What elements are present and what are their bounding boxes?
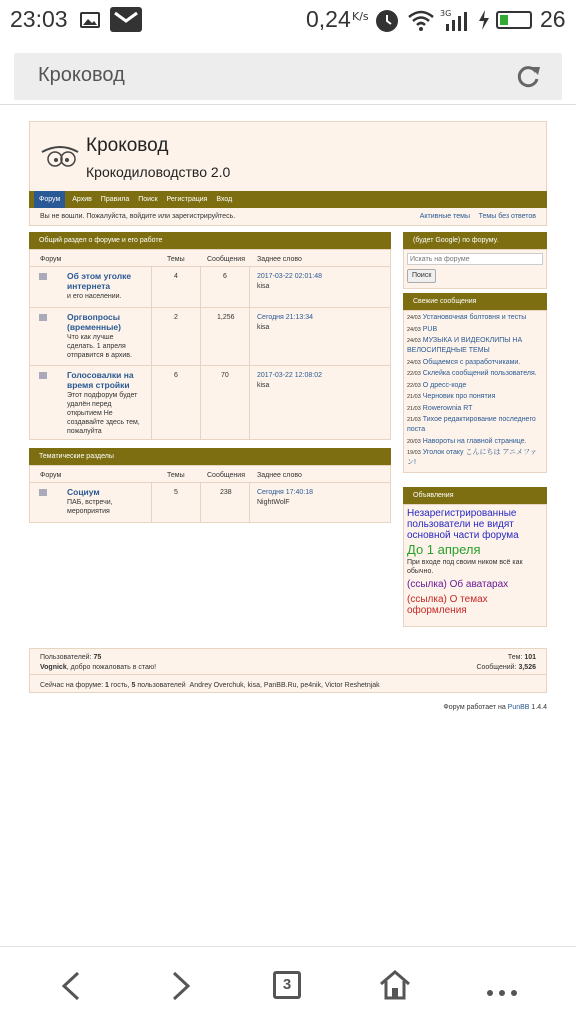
announce-deadline: До 1 апреля (407, 542, 481, 557)
site-subtitle: Крокодиловодство 2.0 (86, 164, 231, 180)
recent-post-item[interactable] (407, 404, 545, 414)
forward-icon[interactable] (166, 971, 194, 1005)
recent-post-link[interactable]: Склейка сообщений пользователя. (422, 370, 537, 377)
clock: 23:03 (10, 6, 68, 32)
table-header (30, 466, 390, 483)
forum-desc: ПАБ, встречи, мероприятия (67, 499, 113, 515)
posts-count: 70 (221, 372, 229, 379)
stats-box (29, 648, 547, 693)
punbb-link[interactable]: PunBB (507, 704, 530, 711)
recent-post-item[interactable] (407, 358, 545, 368)
powered-text: Форум работает на (443, 704, 506, 711)
recent-post-link[interactable]: Установочная болтовня и тесты (422, 314, 527, 321)
alarm-icon (376, 10, 398, 32)
page-title: Кроковод (38, 64, 125, 86)
posts-total: 3,526 (518, 664, 536, 671)
last-post-date[interactable]: Сегодня 21:13:34 (257, 314, 314, 321)
recent-post-date: 21/03 (407, 405, 421, 412)
forum-title[interactable]: Оргвопросы (временные) (67, 312, 121, 332)
recent-post-item[interactable] (407, 437, 545, 447)
eyes-logo-icon (40, 144, 82, 175)
col-last: Заднее слово (257, 472, 302, 479)
welcome-line (40, 663, 156, 672)
main-nav (29, 191, 547, 208)
nav-archive[interactable]: Архив (72, 196, 92, 203)
announcements (403, 504, 547, 627)
recent-post-link[interactable]: Тихое редактирование последнего поста (407, 416, 536, 433)
notice-bar (29, 208, 547, 226)
last-post-user: kisa (257, 382, 270, 389)
reload-icon[interactable] (514, 63, 542, 91)
search-button[interactable]: Поиск (407, 269, 436, 283)
forum-title[interactable]: Об этом уголке интернета (67, 271, 132, 291)
last-post-user: NightWolF (257, 499, 290, 506)
battery-level: 26 (540, 6, 566, 32)
recent-post-item[interactable] (407, 392, 545, 402)
avatars-link[interactable]: (ссылка) Об аватарах (407, 579, 509, 590)
recent-post-item[interactable] (407, 336, 545, 356)
forum-status-icon (39, 314, 47, 321)
recent-post-date: 24/03 (407, 326, 421, 333)
search-input[interactable] (407, 253, 543, 265)
recent-post-date: 22/03 (407, 371, 421, 377)
table-row (30, 267, 390, 308)
topics-label: Тем: (507, 654, 523, 661)
menu-icon[interactable] (484, 983, 524, 1002)
nav-forum[interactable]: Форум (34, 191, 65, 208)
recent-post-date: 21/03 (407, 417, 421, 423)
browser-address-bar[interactable] (14, 53, 562, 100)
search-box (403, 249, 547, 289)
active-topics-link[interactable]: Активные темы (419, 213, 470, 220)
topics-count: 2 (174, 314, 178, 321)
forum-desc: и его населении. (67, 293, 122, 300)
col-forum: Форум (40, 256, 62, 263)
recent-post-link[interactable]: О дресс-коде (422, 381, 467, 389)
signal-icon (444, 12, 470, 36)
col-posts: Сообщения (207, 472, 245, 479)
recent-post-item[interactable] (407, 313, 545, 323)
recent-posts (403, 310, 547, 473)
recent-post-item[interactable] (407, 415, 545, 435)
table-row (30, 366, 390, 440)
status-bar (0, 0, 576, 42)
topics-stat (508, 653, 536, 662)
image-icon (80, 12, 100, 28)
recent-post-date: 24/03 (407, 359, 421, 366)
net-speed: 0,24 (306, 6, 351, 32)
online-list[interactable]: Andrey Overchuk, kisa, PanBB.Ru, pe4nik, Victor Reshetnjak (189, 682, 380, 689)
recent-post-link[interactable]: Rowerownia RT (422, 404, 473, 412)
home-icon[interactable] (378, 969, 412, 1005)
online-guests-label: гость, (110, 682, 130, 689)
recent-post-link[interactable]: МУЗЫКА И ВИДЕОКЛИПЫ НА ВЕЛОСИПЕДНЫЕ ТЕМЫ (407, 337, 523, 354)
table-row (30, 483, 390, 523)
recent-post-date: 20/03 (407, 438, 421, 445)
unanswered-topics-link[interactable]: Темы без ответов (478, 213, 536, 220)
online-label: Сейчас на форуме: (40, 682, 104, 689)
col-forum: Форум (40, 472, 62, 479)
forum-title[interactable]: Социум (67, 487, 100, 497)
users-label: Пользователей: (40, 654, 92, 661)
login-notice: Вы не вошли. Пожалуйста, войдите или зарегистрируйтесь. (40, 213, 236, 220)
posts-stat (476, 663, 536, 672)
recent-post-item[interactable] (407, 369, 545, 379)
nav-login[interactable]: Вход (216, 196, 233, 203)
nav-register[interactable]: Регистрация (166, 196, 208, 203)
nav-search[interactable]: Поиск (138, 196, 158, 203)
topics-count: 4 (174, 273, 178, 280)
network-type: 3G (440, 9, 452, 18)
search-header: (будет Google) по форуму. (403, 232, 547, 249)
posts-count: 238 (220, 489, 232, 496)
recent-post-link[interactable]: Навороты на главной странице. (422, 437, 527, 445)
forum-table (29, 465, 391, 523)
net-speed-unit: K/s (352, 10, 369, 23)
forum-status-icon (39, 372, 47, 379)
forum-status-icon (39, 489, 47, 496)
recent-post-date: 24/03 (407, 315, 421, 321)
table-header (30, 250, 390, 267)
posts-count: 6 (223, 273, 227, 280)
announce-note: При входе под своим ником всё как обычно. (407, 559, 523, 575)
themes-link[interactable]: (ссылка) О темах оформления (407, 594, 488, 616)
recent-post-date: 24/03 (407, 338, 421, 344)
forum-table (29, 249, 391, 440)
online-guests: 1 (105, 682, 109, 689)
col-topics: Темы (167, 472, 185, 479)
recent-post-link[interactable]: Общаемся с разработчиками. (422, 358, 521, 366)
forum-title[interactable]: Голосовалки на время стройки (67, 370, 134, 390)
last-post-user: kisa (257, 283, 270, 290)
online-users-label: пользователей (137, 682, 186, 689)
recent-post-item[interactable] (407, 381, 545, 391)
recent-post-link[interactable]: PUB (422, 325, 438, 333)
charging-icon (478, 10, 490, 34)
recent-post-link[interactable]: Уголок отаку こんにちは アニメファン! (407, 449, 537, 466)
tabs-button[interactable]: 3 (273, 971, 301, 999)
users-stat (40, 653, 101, 662)
punbb-version: 1.4.4 (531, 704, 547, 711)
last-post-user: kisa (257, 324, 270, 331)
forum-desc: Что как лучше сделать. 1 апреля отправится в архив. (67, 334, 132, 359)
welcome-text: , добро пожаловать в стаю! (66, 664, 157, 671)
battery-icon (496, 11, 532, 29)
topics-count: 5 (174, 489, 178, 496)
recent-post-date: 19/03 (407, 450, 421, 456)
announce-unregistered: Незарегистрированные пользователи не видят основной части форума (407, 508, 519, 541)
category-header: Общий раздел о форуме и его работе (29, 232, 391, 249)
recent-header: Свежие сообщения (403, 293, 547, 310)
last-post-date[interactable]: 2017-03-22 02:01:48 (257, 273, 322, 280)
users-count: 75 (93, 654, 102, 661)
online-users: 5 (131, 682, 136, 689)
col-posts: Сообщения (207, 256, 245, 263)
last-post-date[interactable]: Сегодня 17:40:18 (257, 489, 314, 496)
mail-icon (110, 7, 142, 32)
nav-rules[interactable]: Правила (100, 196, 130, 203)
forum-status-icon (39, 273, 47, 280)
back-icon[interactable] (58, 971, 86, 1005)
recent-post-date: 22/03 (407, 382, 421, 389)
browser-bottom-bar (0, 946, 576, 1024)
welcome-user: Vognick (40, 664, 67, 671)
wifi-icon (407, 9, 435, 35)
col-topics: Темы (167, 256, 185, 263)
topics-total: 101 (524, 654, 536, 661)
online-line (40, 681, 380, 690)
category-header: Тематические разделы (29, 448, 391, 465)
recent-list (407, 313, 545, 470)
recent-post-item[interactable] (407, 448, 545, 468)
recent-post-link[interactable]: Черновик про понятия (422, 393, 496, 400)
recent-post-item[interactable] (407, 325, 545, 335)
powered-by (443, 703, 547, 712)
recent-post-date: 21/03 (407, 394, 421, 400)
last-post-date[interactable]: 2017-03-22 12:08:02 (257, 372, 322, 379)
announcements-body (407, 508, 545, 616)
table-row (30, 308, 390, 366)
posts-count: 1,256 (217, 314, 235, 321)
site-name[interactable]: Кроковод (86, 135, 169, 156)
forum-desc: Этот подфорум будет удалён перед открытием Не создавайте здесь тем, пожалуйта (67, 392, 140, 435)
topics-count: 6 (174, 372, 178, 379)
web-page (0, 104, 576, 946)
col-last: Заднее слово (257, 256, 302, 263)
announcements-header: Объявления (403, 487, 547, 504)
posts-label: Сообщений: (476, 664, 517, 671)
